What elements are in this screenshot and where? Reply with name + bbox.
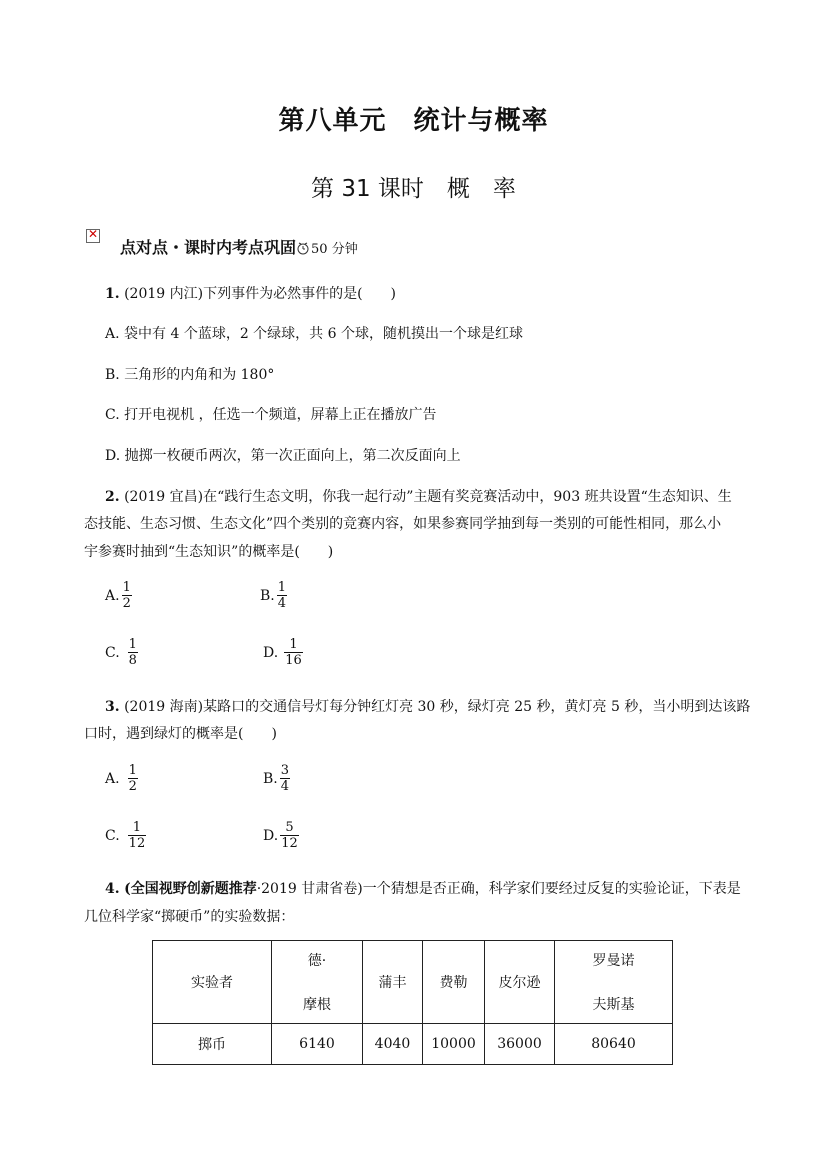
denominator: 12	[281, 836, 298, 851]
question-number: 4.	[105, 881, 120, 897]
question-3-line-2: 口时，遇到绿灯的概率是( )	[84, 726, 277, 742]
denominator: 16	[285, 653, 302, 668]
table-header-cell: 蒲丰	[363, 941, 423, 1024]
option-label: A.	[105, 770, 120, 787]
numerator: 1	[122, 580, 131, 595]
option-a	[105, 763, 138, 794]
header-line: 摩根	[303, 997, 331, 1013]
question-4-line-2: 几位科学家“掷硬币”的实验数据：	[84, 909, 295, 925]
question-3-line-1	[105, 696, 750, 716]
denominator: 2	[128, 779, 137, 794]
header-line: 夫斯基	[592, 997, 635, 1013]
option-label: D.	[263, 827, 279, 844]
table-header-cell: 费勒	[423, 941, 485, 1024]
numerator: 1	[284, 637, 303, 653]
denominator: 4	[277, 596, 287, 611]
question-2-line-3: 宇参赛时抽到“生态知识”的概率是( )	[84, 544, 334, 560]
question-number: 3.	[105, 699, 120, 715]
fraction	[122, 580, 132, 611]
option-label: C.	[105, 644, 120, 661]
lesson-title: 第 31 课时 概 率	[311, 176, 516, 202]
table-cell: 4040	[363, 1024, 423, 1065]
table-row	[153, 1024, 673, 1065]
option-label: A.	[105, 587, 120, 604]
question-1-stem	[105, 283, 396, 303]
question-number: 2.	[105, 489, 120, 505]
fraction	[280, 820, 299, 851]
fraction	[277, 580, 287, 611]
table-header-cell: 皮尔逊	[485, 941, 555, 1024]
denominator: 2	[122, 596, 131, 611]
option-b: B. 三角形的内角和为 180°	[105, 367, 275, 383]
header-line: 德·	[307, 953, 327, 969]
table-cell: 6140	[272, 1024, 363, 1065]
option-c: C. 打开电视机 ，任选一个频道，屏幕上正在播放广告	[105, 407, 437, 423]
section-minutes: 50 分钟	[311, 242, 358, 257]
option-a	[105, 580, 132, 611]
question-text: (2019 内江)下列事件为必然事件的是( )	[124, 286, 397, 302]
numerator: 1	[128, 637, 137, 652]
table-header-cell	[272, 941, 363, 1024]
clock-icon	[296, 240, 310, 259]
option-c	[105, 637, 138, 668]
fraction	[128, 637, 138, 668]
coin-toss-table	[152, 940, 673, 1065]
denominator: 4	[280, 779, 290, 794]
question-tag: (全国视野创新题推荐	[124, 881, 257, 897]
header-line: 罗曼诺	[592, 953, 635, 969]
numerator: 3	[280, 763, 290, 778]
table-row-label: 掷币	[153, 1024, 272, 1065]
numerator: 1	[128, 820, 147, 836]
numerator: 1	[277, 580, 287, 595]
question-text: ·2019 甘肃省卷)一个猜想是否正确，科学家们要经过反复的实验论证，下表是	[256, 881, 741, 897]
numerator: 1	[128, 763, 137, 778]
option-b	[263, 763, 290, 794]
table-row	[153, 941, 673, 1024]
denominator: 8	[128, 653, 137, 668]
table-header-cell: 实验者	[153, 941, 272, 1024]
question-4-line-1	[105, 878, 741, 898]
question-2-line-2: 态技能、生态习惯、生态文化”四个类别的竞赛内容，如果参赛同学抽到每一类别的可能性相同，那么小	[84, 516, 722, 532]
section-heading	[120, 235, 358, 259]
fraction	[128, 820, 147, 851]
option-b	[260, 580, 287, 611]
option-label: D.	[263, 644, 279, 661]
broken-image-icon: ✕	[87, 227, 99, 241]
option-label: B.	[260, 587, 275, 604]
denominator: 12	[128, 836, 146, 851]
question-number: 1.	[105, 286, 120, 302]
option-label: B.	[263, 770, 278, 787]
fraction	[284, 637, 303, 668]
numerator: 5	[280, 820, 299, 836]
question-2-line-1	[105, 486, 732, 506]
table-cell: 36000	[485, 1024, 555, 1065]
option-label: C.	[105, 827, 120, 844]
option-a: A. 袋中有 4 个蓝球，2 个绿球，共 6 个球，随机摸出一个球是红球	[105, 326, 523, 342]
fraction	[128, 763, 138, 794]
unit-title: 第八单元 统计与概率	[278, 106, 549, 136]
table-cell: 80640	[555, 1024, 673, 1065]
option-d: D. 抛掷一枚硬币两次，第一次正面向上，第二次反面向上	[105, 448, 461, 464]
table-header-cell	[555, 941, 673, 1024]
question-text: (2019 海南)某路口的交通信号灯每分钟红灯亮 30 秒，绿灯亮 25 秒，黄灯亮 5 秒，当小明到达该路	[124, 699, 751, 715]
option-d	[263, 820, 299, 851]
option-c	[105, 820, 146, 851]
question-text: (2019 宜昌)在“践行生态文明，你我一起行动”主题有奖竞赛活动中，903 班共设置“生态知识、生	[124, 489, 732, 505]
table-cell: 10000	[423, 1024, 485, 1065]
fraction	[280, 763, 290, 794]
option-d	[263, 637, 303, 668]
section-title: 点对点・课时内考点巩固	[120, 238, 297, 257]
